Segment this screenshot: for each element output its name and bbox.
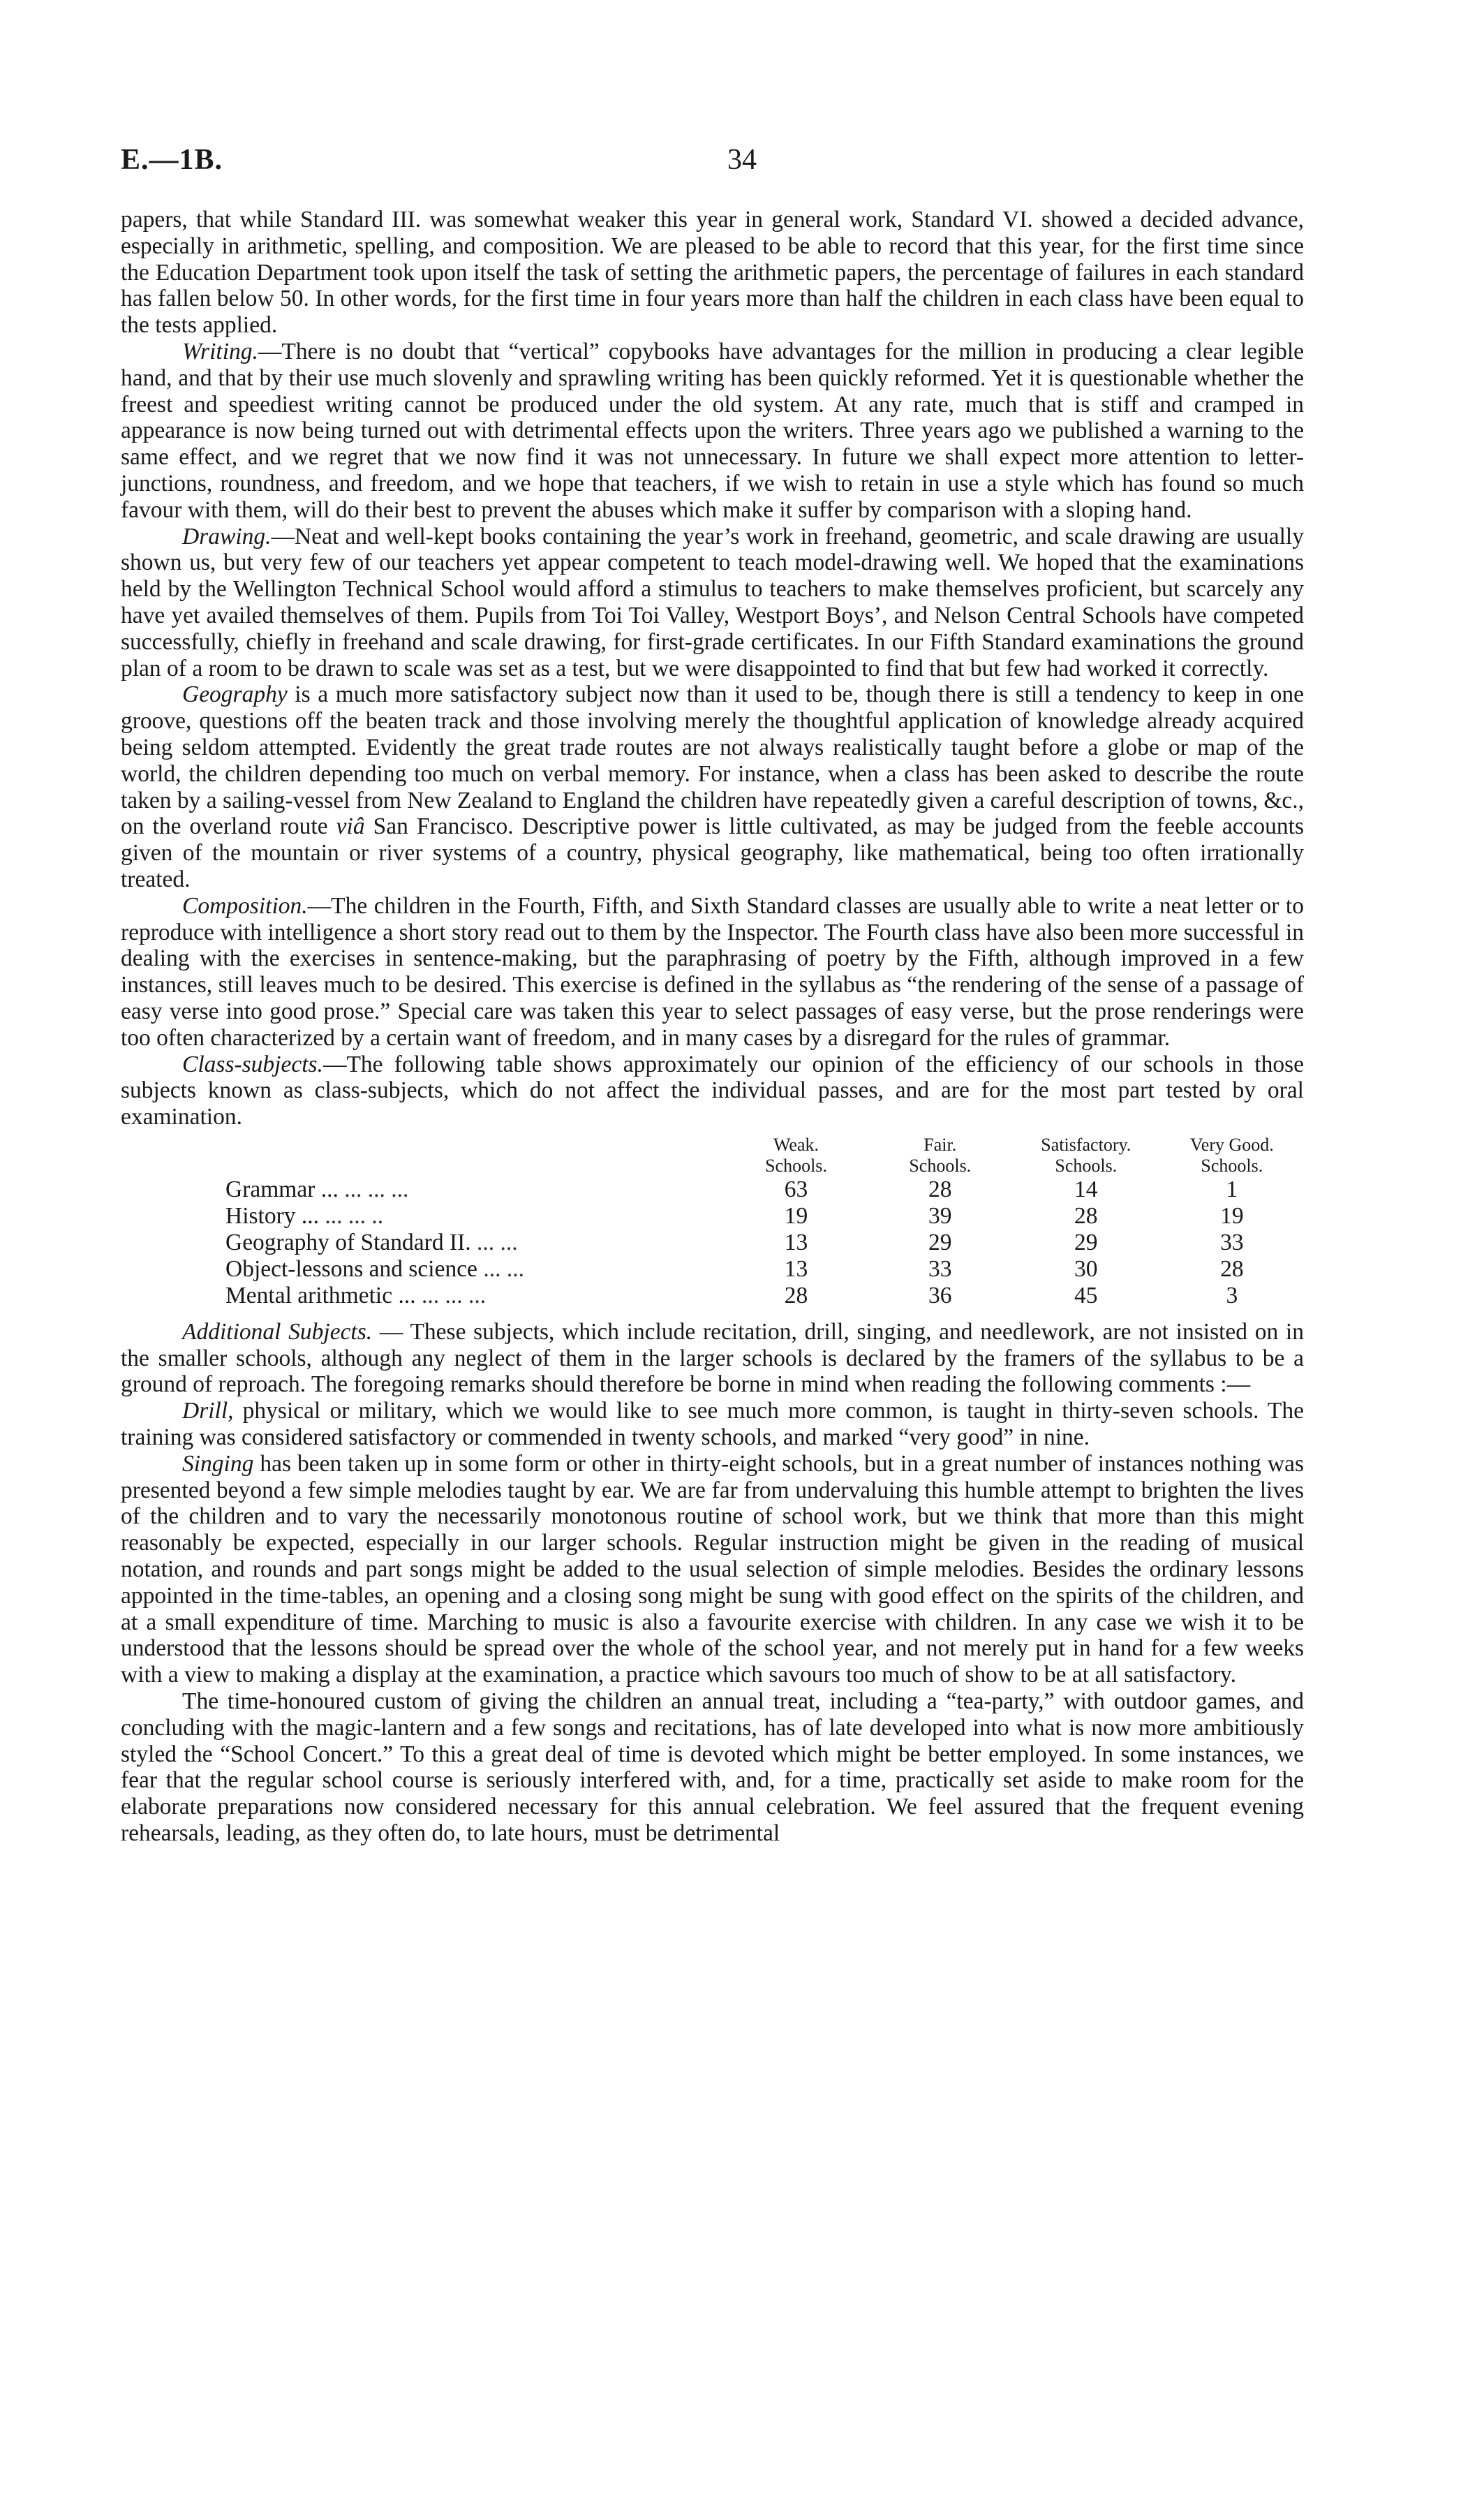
- row-subject: Object-lessons and science ... ...: [225, 1255, 524, 1282]
- text-writing: —There is no doubt that “vertical” copybooks have advantages for the million in producing a clear legible hand, and that by their use much slovenly and sprawling writing has been quickly reformed. Yet it is questionable whether the freest and speediest writing cannot be produced under the old system. At any rate, much that is stiff and cramped in appearance is now being turned out with detrimental effects upon the writers. Three years ago we published a warning to the same effect, and we regret that we now find it was not unnecessary. In future we shall expect more attention to letter-junctions, roundness, and freedom, and we hope that teachers, if we wish to retain in use a style which has found so much favour with them, will do their best to prevent the abuses which make it suffer by comparison with a sloping hand.: [121, 338, 1304, 523]
- cell-fair: 39: [928, 1202, 952, 1229]
- cell-fair: 28: [928, 1176, 952, 1202]
- column-header-weak: Weak. Schools.: [765, 1134, 827, 1176]
- cell-satisfactory: 45: [1074, 1282, 1098, 1308]
- paragraph-class-subjects: [121, 1052, 1304, 1130]
- heading-writing: Writing.: [182, 338, 258, 364]
- paragraph-school-concert: The time-honoured custom of giving the children an annual treat, including a “tea-party,” with outdoor games, and concluding with the magic-lantern and a few songs and recitations, has of late developed into what is now more ambitiously styled the “School Concert.” To this a great deal of time is devoted which might be better employed. In some instances, we fear that the regular school course is seriously interfered with, and, for a time, practically set aside to make room for the elaborate preparations now considered necessary for this annual celebration. We feel assured that the frequent evening rehearsals, leading, as they often do, to late hours, must be detrimental: [121, 1688, 1304, 1847]
- row-subject: Geography of Standard II. ... ...: [225, 1229, 518, 1255]
- paragraph-singing: [121, 1451, 1304, 1688]
- text-singing: has been taken up in some form or other in thirty-eight schools, but in a great number of instances nothing was presented beyond a few simple melodies taught by ear. We are far from undervaluing this humble attempt to brighten the lives of the children and to vary the necessarily monotonous routine of school work, but we think that more than this might reasonably be expected, especially in our larger schools. Regular instruction might be given in the reading of musical notation, and rounds and part songs might be added to the usual selection of simple melodies. Besides the ordinary lessons appointed in the time-tables, an opening and a closing song might be sung with good effect on the spirits of the children, and at a small expenditure of time. Marching to music is also a favourite exercise with children. In any case we wish it to be understood that the lessons should be spread over the whole of the school year, and not merely put in hand for a few weeks with a view to making a display at the examination, a practice which savours too much of show to be at all satisfactory.: [121, 1450, 1304, 1688]
- page-header: [121, 143, 1363, 185]
- cell-weak: 13: [784, 1229, 808, 1255]
- heading-drawing: Drawing.: [182, 523, 272, 550]
- text-geography-b: San Francisco. Descriptive power is little cultivated, as may be judged from the feeble accounts given of the mountain or river systems of a country, physical geography, like mathematical, being too often irrationally treated.: [121, 813, 1304, 892]
- cell-very-good: 1: [1226, 1176, 1238, 1202]
- row-subject: Mental arithmetic ... ... ... ...: [225, 1282, 487, 1308]
- cell-fair: 29: [928, 1229, 952, 1255]
- page-number: 34: [727, 144, 757, 176]
- column-header-fair: Fair. Schools.: [909, 1134, 972, 1176]
- text-additional-subjects: — These subjects, which include recitation, drill, singing, and needlework, are not insisted on in the smaller schools, although any neglect of them in the larger schools is declared by the framers of the syllabus to be a ground of reproach. The foregoing remarks should therefore be borne in mind when reading the following comments :—: [121, 1318, 1304, 1398]
- paragraph-drawing: [121, 524, 1304, 682]
- cell-satisfactory: 30: [1074, 1255, 1098, 1282]
- cell-satisfactory: 14: [1074, 1176, 1098, 1202]
- cell-weak: 63: [784, 1176, 808, 1202]
- paragraph-writing: [121, 339, 1304, 524]
- table-row: [225, 1283, 1304, 1309]
- text-composition: —The children in the Fourth, Fifth, and Sixth Standard classes are usually able to write a neat letter or to reproduce with intelligence a short story read out to them by the Inspector. The Fourth class have also been more successful in dealing with the exercises in sentence-making, but the paraphrasing of poetry by the Fifth, although improved in a few instances, still leaves much to be desired. This exercise is defined in the syllabus as “the rendering of the sense of a passage of easy verse into good prose.” Special care was taken this year to select passages of easy verse, but the prose renderings were too often characterized by a certain want of freedom, and in many cases by a disregard for the rules of grammar.: [121, 892, 1304, 1051]
- cell-satisfactory: 29: [1074, 1229, 1098, 1255]
- cell-fair: 33: [928, 1255, 952, 1282]
- paragraph-geography: [121, 681, 1304, 892]
- column-header-satisfactory: Satisfactory. Schools.: [1041, 1134, 1131, 1176]
- heading-singing: Singing: [182, 1450, 254, 1477]
- cell-fair: 36: [928, 1282, 952, 1308]
- heading-additional-subjects: Additional Subjects.: [182, 1318, 373, 1345]
- paragraph-composition: [121, 893, 1304, 1052]
- paragraph-drill: [121, 1398, 1304, 1451]
- heading-class-subjects: Class-subjects.: [182, 1051, 323, 1077]
- paragraph-results: papers, that while Standard III. was somewhat weaker this year in general work, Standard VI. showed a decided advance, especially in arithmetic, spelling, and composition. We are pleased to be able to record that this year, for the first time since the Education Department took upon itself the task of setting the arithmetic papers, the percentage of failures in each standard has fallen below 50. In other words, for the first time in four years more than half the children in each class have been equal to the tests applied.: [121, 207, 1304, 339]
- table-row: [225, 1256, 1304, 1283]
- cell-very-good: 28: [1220, 1255, 1244, 1282]
- heading-geography: Geography: [182, 681, 288, 708]
- text-drawing: —Neat and well-kept books containing the year’s work in freehand, geometric, and scale drawing are usually shown us, but very few of our teachers yet appear competent to teach model-drawing well. We hoped that the examinations held by the Wellington Technical School would afford a stimulus to teachers to make themselves proficient, but scarcely any have yet availed themselves of them. Pupils from Toi Toi Valley, Westport Boys’, and Nelson Central Schools have competed successfully, chiefly in freehand and scale drawing, for first-grade certificates. In our Fifth Standard examinations the ground plan of a room to be drawn to scale was set as a test, but we were disappointed to find that but few had worked it correctly.: [121, 523, 1304, 681]
- text-drill: physical or military, which we would like to see much more common, is taught in thirty-seven schools. The training was considered satisfactory or commended in twenty schools, and marked “very good” in nine.: [121, 1398, 1304, 1451]
- table-row: [225, 1230, 1304, 1256]
- cell-satisfactory: 28: [1074, 1202, 1098, 1229]
- cell-weak: 28: [784, 1282, 808, 1308]
- heading-drill: Drill,: [182, 1398, 234, 1424]
- cell-weak: 13: [784, 1255, 808, 1282]
- cell-very-good: 19: [1220, 1202, 1244, 1229]
- table-header-blank: [225, 1135, 724, 1177]
- row-subject: History ... ... ... ..: [225, 1202, 384, 1229]
- text-geography-via: viâ: [336, 813, 365, 840]
- text-class-subjects: —The following table shows approximately our opinion of the efficiency of our schools in those subjects known as class-subjects, which do not affect the individual passes, and are for the most part tested by oral examination.: [121, 1051, 1304, 1130]
- cell-very-good: 33: [1220, 1229, 1244, 1255]
- text-geography-a: is a much more satisfactory subject now than it used to be, though there is still a tendency to keep in one groove, questions off the beaten track and those involving merely the thoughtful application of knowledge already acquired being seldom attempted. Evidently the great trade routes are not always realistically taught before a globe or map of the world, the children depending too much on verbal memory. For instance, when a class has been asked to describe the route taken by a sailing-vessel from New Zealand to England the children have repeatedly given a careful description of towns, &c., on the overland route: [121, 681, 1304, 840]
- document-id: E.—1B.: [121, 144, 223, 176]
- table-row: [225, 1177, 1304, 1203]
- cell-very-good: 3: [1226, 1282, 1238, 1308]
- heading-composition: Composition.: [182, 892, 308, 919]
- cell-weak: 19: [784, 1202, 808, 1229]
- column-header-very-good: Very Good. Schools.: [1189, 1134, 1274, 1176]
- row-subject: Grammar ... ... ... ...: [225, 1176, 409, 1202]
- paragraph-additional-subjects: [121, 1319, 1304, 1398]
- class-subjects-table: [225, 1135, 1304, 1309]
- table-header-row: [225, 1135, 1304, 1177]
- table-row: [225, 1203, 1304, 1230]
- page-body: [121, 207, 1304, 1847]
